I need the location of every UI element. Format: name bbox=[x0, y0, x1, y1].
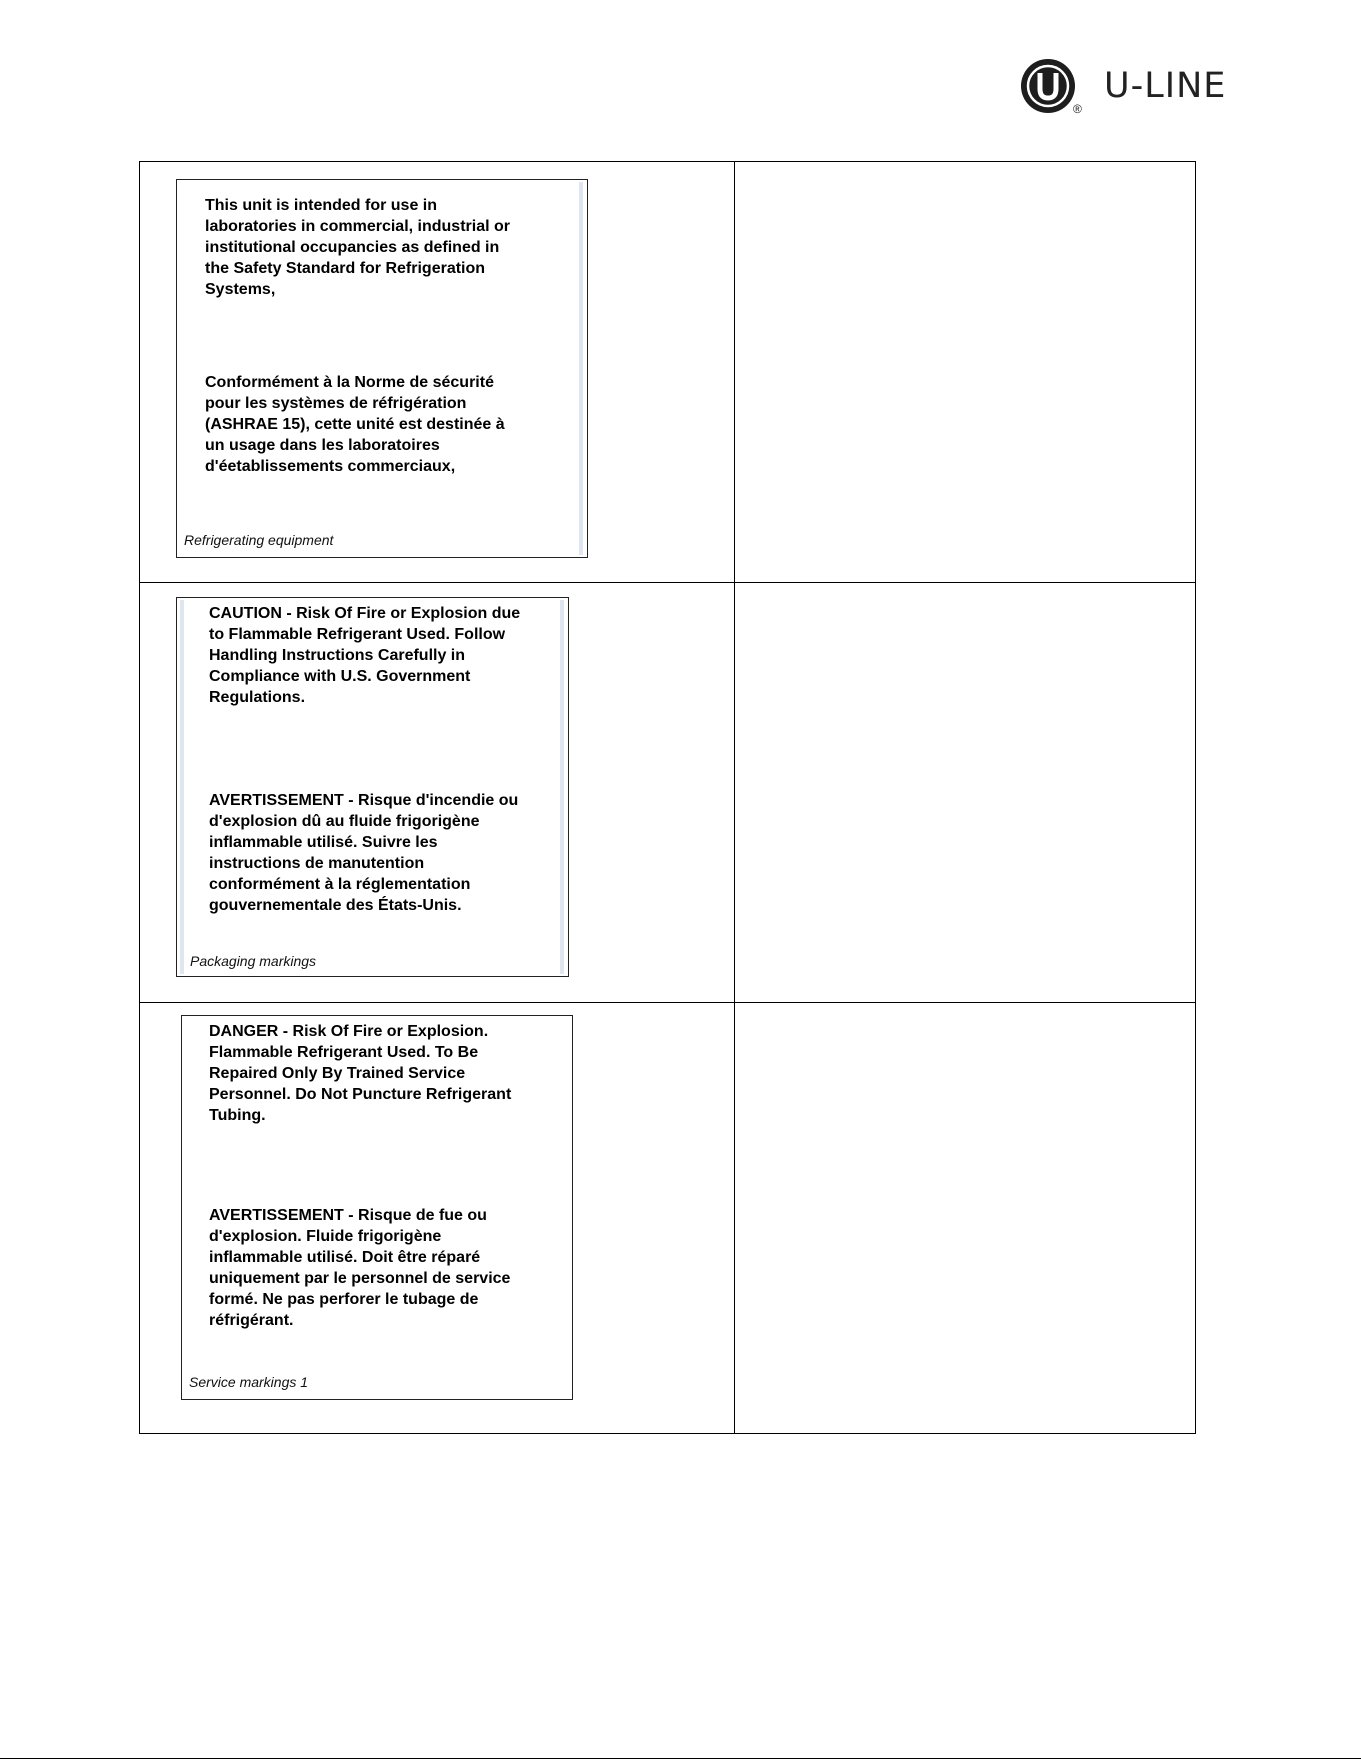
label-english-text: CAUTION - Risk Of Fire or Explosion due to Flammable Refrigerant Used. Follow Handling Instructions Carefully in Compliance with U.S. Government Regulations. bbox=[209, 605, 521, 706]
label-caption: Service markings 1 bbox=[189, 1374, 309, 1390]
registered-mark: ® bbox=[1073, 102, 1082, 116]
markings-table bbox=[139, 161, 1196, 1434]
u-line-logo bbox=[1020, 58, 1275, 120]
label-caption: Refrigerating equipment bbox=[184, 532, 334, 548]
label-caption: Packaging markings bbox=[190, 953, 317, 969]
label-french-text: AVERTISSEMENT - Risque de fue ou d'explosion. Fluide frigorigène inflammable utilisé. Doit être réparé uniquement par le personnel de service formé. Ne pas perforer le tubage de réfrigérant. bbox=[209, 1207, 511, 1329]
label-french-text: AVERTISSEMENT - Risque d'incendie ou d'explosion dû au fluide frigorigène inflammable utilisé. Suivre les instructions de manutention conformément à la réglementation gouvernementale des États-Unis. bbox=[209, 792, 519, 914]
label-french-text: Conformément à la Norme de sécurité pour les systèmes de réfrigération (ASHRAE 15), cette unité est destinée à un usage dans les laboratoires d'éetablissements commerciaux, bbox=[205, 374, 505, 475]
table-row bbox=[140, 583, 1195, 1003]
table-row bbox=[140, 1003, 1195, 1435]
page-bottom-rule bbox=[0, 1758, 1361, 1759]
table-row bbox=[140, 162, 1195, 583]
packaging-markings-label bbox=[176, 597, 569, 977]
brand-name: U-LINE bbox=[1104, 66, 1227, 106]
label-english-text: This unit is intended for use in laboratories in commercial, industrial or institutional occupancies as defined in the Safety Standard for Refrigeration Systems, bbox=[205, 197, 510, 298]
service-markings-label bbox=[181, 1015, 573, 1400]
u-line-logo-icon bbox=[1020, 58, 1076, 114]
refrigerating-equipment-label bbox=[176, 179, 588, 558]
label-english-text: DANGER - Risk Of Fire or Explosion. Flammable Refrigerant Used. To Be Repaired Only By Trained Service Personnel. Do Not Puncture Refrigerant Tubing. bbox=[209, 1023, 512, 1124]
